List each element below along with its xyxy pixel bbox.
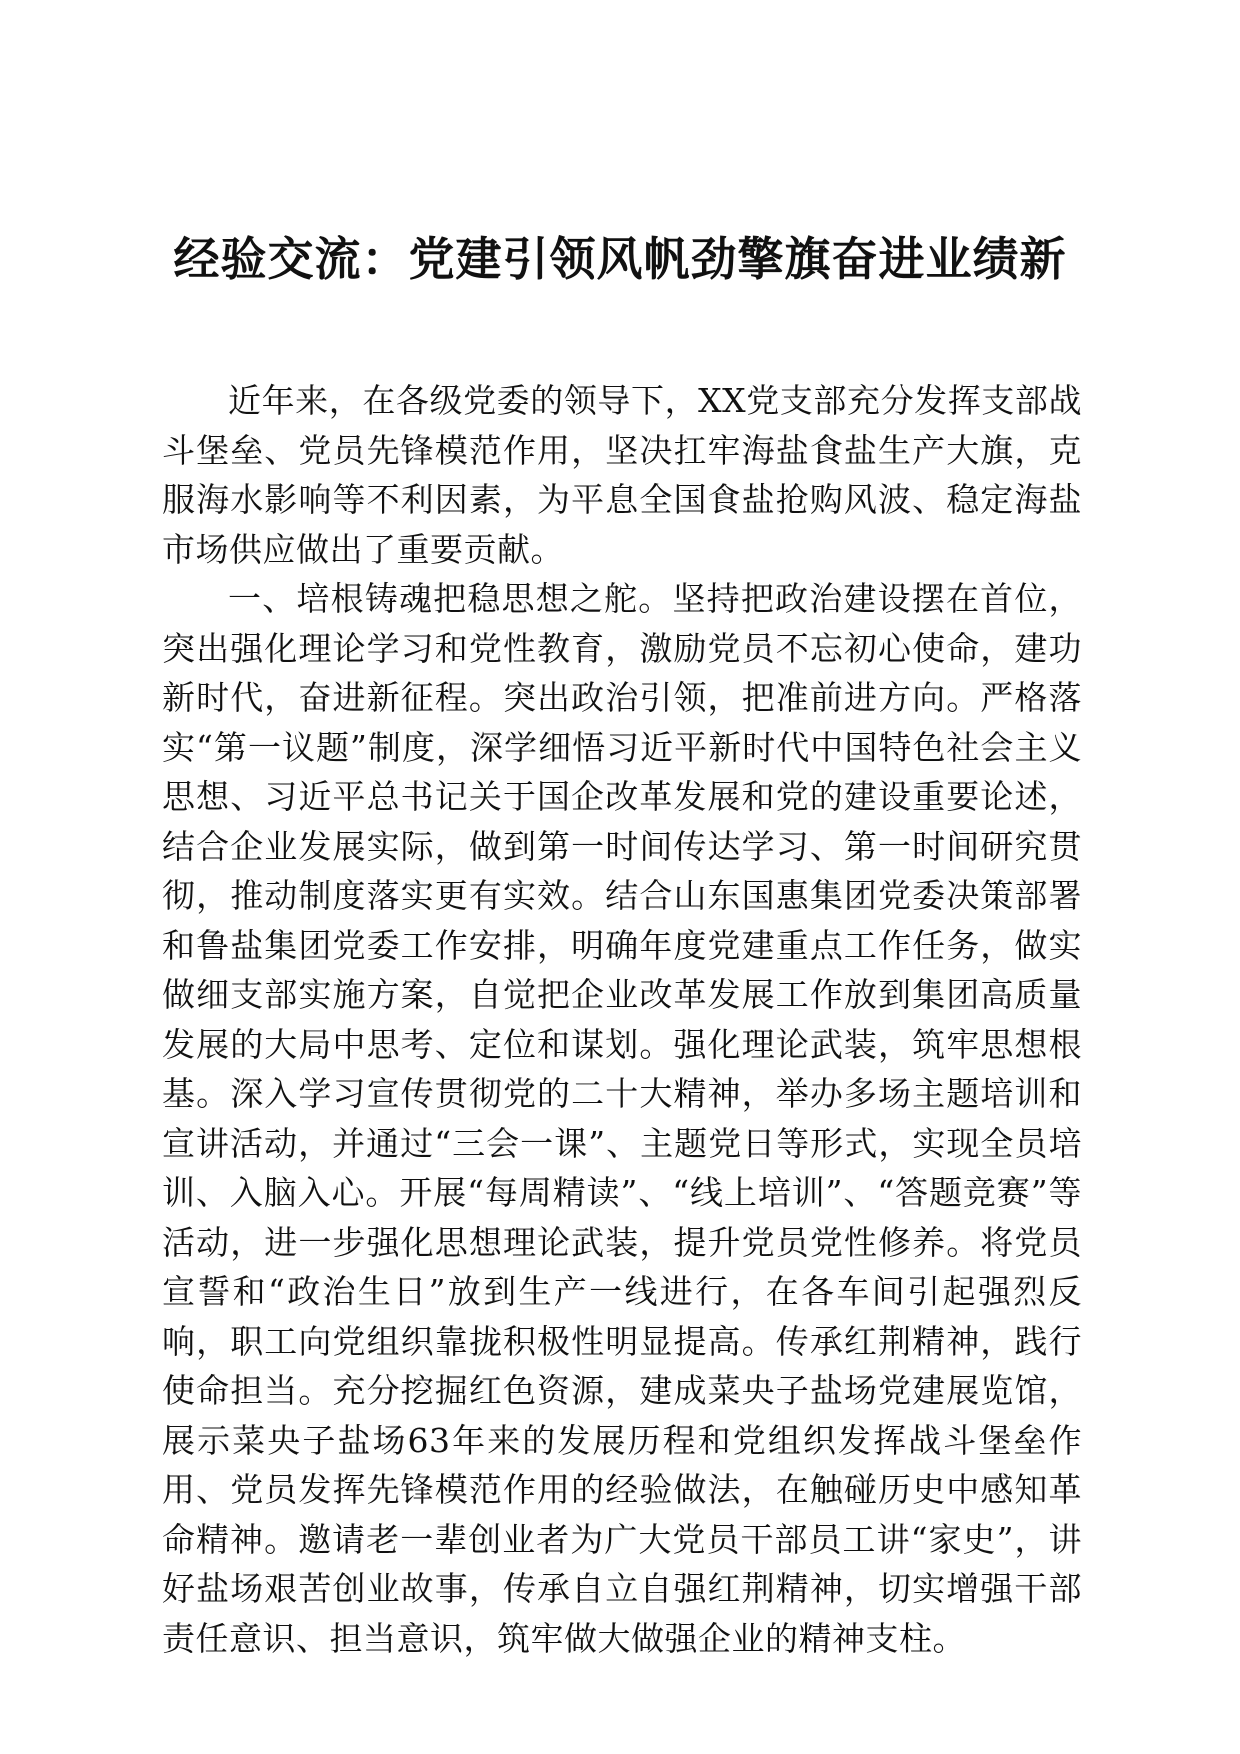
document-title: 经验交流：党建引领风帆劲擎旗奋进业绩新	[173, 232, 1067, 286]
paragraph-section-one: 一、培根铸魂把稳思想之舵。坚持把政治建设摆在首位，突出强化理论学习和党性教育，激励党员不忘初心使命，建功新时代，奋进新征程。突出政治引领，把准前进方向。严格落实“第一议题”制度，深学细悟习近平新时代中国特色社会主义思想、习近平总书记关于国企改革发展和党的建设重要论述，结合企业发展实际，做到第一时间传达学习、第一时间研究贯彻，推动制度落实更有实效。结合山东国惠集团党委决策部署和鲁盐集团党委工作安排，明确年度党建重点工作任务，做实做细支部实施方案，自觉把企业改革发展工作放到集团高质量发展的大局中思考、定位和谋划。强化理论武装，筑牢思想根基。深入学习宣传贯彻党的二十大精神，举办多场主题培训和宣讲活动，并通过“三会一课”、主题党日等形式，实现全员培训、入脑入心。开展“每周精读”、“线上培训”、“答题竞赛”等活动，进一步强化思想理论武装，提升党员党性修养。将党员宣誓和“政治生日”放到生产一线进行，在各车间引起强烈反响，职工向党组织靠拢积极性明显提高。传承红荆精神，践行使命担当。充分挖掘红色资源，建成菜央子盐场党建展览馆，展示菜央子盐场63年来的发展历程和党组织发挥战斗堡垒作用、党员发挥先锋模范作用的经验做法，在触碰历史中感知革命精神。邀请老一辈创业者为广大党员干部员工讲“家史”，讲好盐场艰苦创业故事，传承自立自强红荆精神，切实增强干部责任意识、担当意识，筑牢做大做强企业的精神支柱。	[162, 579, 1082, 1658]
document-body	[162, 376, 1082, 1663]
paragraph-intro: 近年来，在各级党委的领导下，XX党支部充分发挥支部战斗堡垒、党员先锋模范作用，坚决扛牢海盐食盐生产大旗，克服海水影响等不利因素，为平息全国食盐抢购风波、稳定海盐市场供应做出了重要贡献。	[162, 381, 1082, 569]
